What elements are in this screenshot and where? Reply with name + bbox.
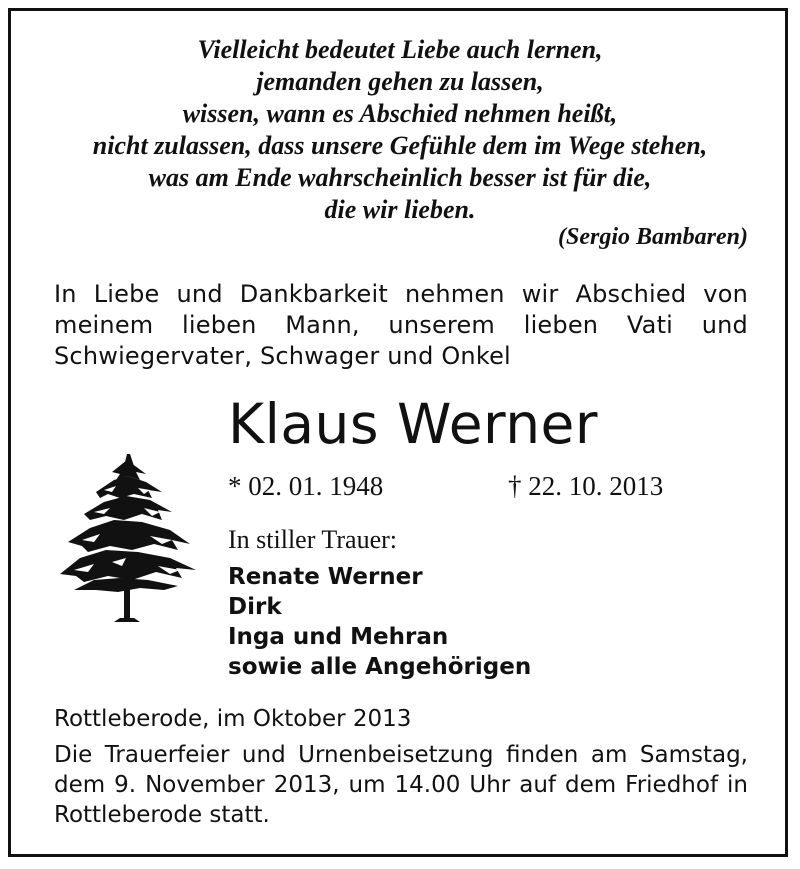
quote-line: Vielleicht bedeutet Liebe auch lernen, [197, 35, 603, 64]
birth-date: * 02. 01. 1948 [228, 471, 384, 501]
poem-quote [0, 34, 800, 226]
mourners-list [228, 562, 531, 682]
quote-line: jemanden gehen zu lassen, [256, 67, 544, 96]
intro-text: In Liebe und Dankbarkeit nehmen wir Abschied von meinem lieben Mann, unserem lieben Vati und Schwiegervater, Schwager und Onkel [54, 280, 748, 370]
mourner-name: Dirk [228, 594, 282, 620]
mourner-name: Inga und Mehran [228, 624, 449, 650]
mourner-name: sowie alle Angehörigen [228, 654, 532, 680]
quote-author: (Sergio Bambaren) [557, 224, 748, 250]
death-date: † 22. 10. 2013 [508, 471, 664, 501]
mourning-label: In stiller Trauer: [228, 525, 397, 554]
quote-line: nicht zulassen, dass unsere Gefühle dem im Wege stehen, [92, 131, 708, 160]
ceremony-info: Die Trauerfeier und Urnenbeisetzung finden am Samstag, dem 9. November 2013, um 14.00 Uhr auf dem Friedhof in Rottleberode statt. [54, 742, 748, 828]
quote-line: wissen, wann es Abschied nehmen heißt, [182, 99, 618, 128]
fir-tree-icon [54, 450, 204, 630]
quote-line: was am Ende wahrscheinlich besser ist für die, [148, 163, 652, 192]
deceased-name: Klaus Werner [228, 392, 598, 456]
mourner-name: Renate Werner [228, 564, 423, 590]
quote-line: die wir lieben. [324, 195, 476, 224]
place-date: Rottleberode, im Oktober 2013 [54, 706, 412, 732]
